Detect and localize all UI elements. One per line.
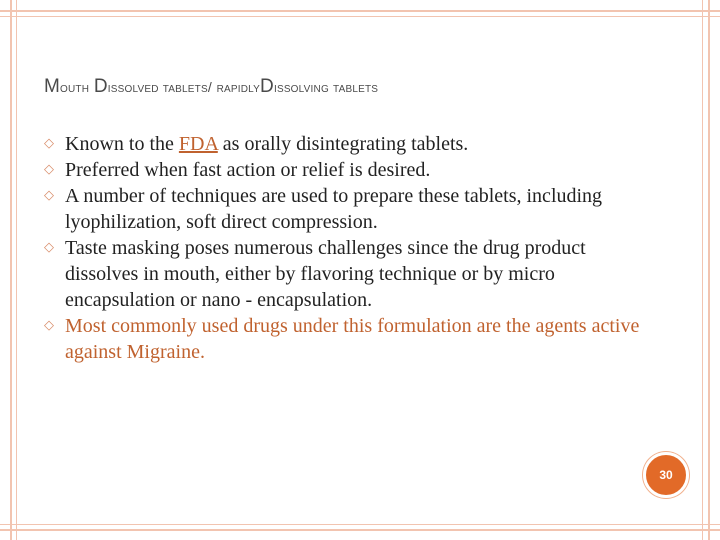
frame-line-left-inner — [16, 0, 17, 540]
frame-line-right-inner — [702, 0, 703, 540]
frame-line-right-outer — [708, 0, 710, 540]
bullet-icon: ◇ — [44, 136, 54, 151]
title-part4-rest: issolving tablets — [273, 79, 379, 95]
bullet-item — [44, 131, 644, 157]
bullet-text: Preferred when fast action or relief is desired. — [65, 159, 431, 181]
frame-line-left-outer — [10, 0, 12, 540]
bullet-icon: ◇ — [44, 318, 54, 333]
bullet-item — [44, 157, 644, 183]
slide-title — [44, 76, 378, 98]
frame-line-bottom-outer — [0, 529, 720, 531]
bullet-text-post: as orally disintegrating tablets. — [217, 133, 469, 155]
bullet-icon: ◇ — [44, 162, 54, 177]
title-part1-rest: outh — [60, 79, 90, 95]
frame-line-top-outer — [0, 10, 720, 12]
bullet-item — [44, 313, 644, 365]
bullet-item — [44, 183, 644, 235]
bullet-text: Most commonly used drugs under this formulation are the agents active against Migraine. — [65, 315, 640, 363]
bullet-icon: ◇ — [44, 188, 54, 203]
frame-line-top-inner — [0, 16, 720, 17]
bullet-icon: ◇ — [44, 240, 54, 255]
title-part2-rest: issolved tablets/ — [107, 79, 212, 95]
page-number-badge: 30 — [643, 452, 689, 498]
title-part4-cap: D — [260, 76, 274, 97]
bullet-text: A number of techniques are used to prepare these tablets, including lyophilization, soft direct compression. — [65, 185, 603, 233]
bullet-item — [44, 235, 644, 313]
title-part3: rapidly — [216, 79, 261, 95]
title-part1-cap: M — [44, 76, 61, 97]
title-part2-cap: D — [93, 76, 108, 97]
frame-line-bottom-inner — [0, 524, 720, 525]
bullet-list — [44, 131, 644, 365]
fda-link[interactable]: FDA — [178, 133, 218, 155]
bullet-text-pre: Known to the — [65, 133, 179, 155]
bullet-text: Taste masking poses numerous challenges since the drug product dissolves in mouth, either by flavoring technique or by micro encapsulation or nano - encapsulation. — [65, 237, 586, 311]
